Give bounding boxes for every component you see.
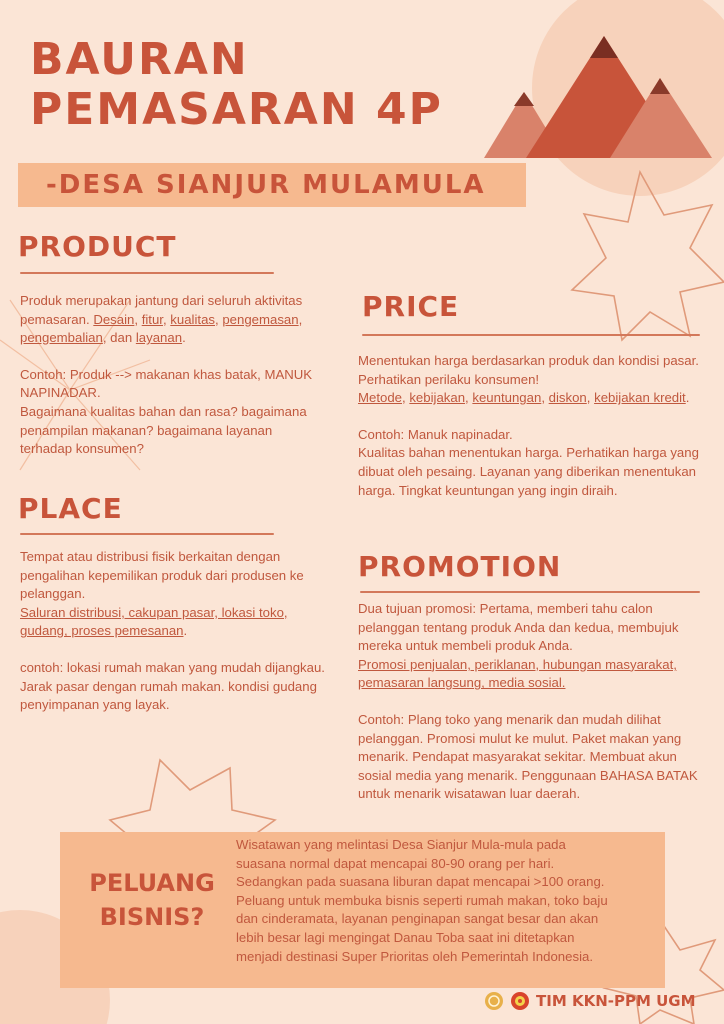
price-section — [358, 352, 703, 500]
separator: , — [162, 311, 171, 327]
title-line-2: PEMASARAN 4P — [30, 84, 443, 135]
promotion-rule — [360, 591, 700, 593]
price-heading: PRICE — [362, 290, 460, 323]
product-paragraph-1 — [20, 292, 320, 348]
product-text: Produk merupakan jantung dari seluruh aktivitas pemasaran. — [20, 293, 303, 327]
place-paragraph-1: Tempat atau distribusi fisik berkaitan dengan pengalihan kepemilikan produk dari produsen ke pelanggan. — [20, 549, 304, 602]
link-pengemasan: pengemasan — [222, 311, 299, 327]
peluang-heading-line-2: BISNIS? — [99, 903, 205, 931]
footer — [484, 991, 696, 1011]
separator: , — [465, 390, 473, 406]
link-kebijakan: kebijakan — [409, 390, 466, 406]
kkn-logo-icon — [510, 991, 530, 1011]
product-example: Contoh: Produk --> makanan khas batak, MANUK NAPINADAR. — [20, 366, 313, 401]
separator: . — [182, 330, 186, 346]
link-fitur: fitur — [141, 311, 163, 327]
price-rule — [362, 334, 700, 336]
link-kualitas: kualitas — [170, 311, 216, 327]
place-links: Saluran distribusi, cakupan pasar, lokasi toko, gudang, proses pemesanan — [20, 604, 288, 639]
title-line-1: BAURAN — [30, 34, 249, 85]
separator: , — [215, 311, 223, 327]
ugm-seal-icon — [484, 991, 504, 1011]
promotion-links: Promosi penjualan, periklanan, hubungan masyarakat, pemasaran langsung, media sosial. — [358, 656, 677, 691]
separator: , — [586, 390, 595, 406]
link-kebijakan-kredit: kebijakan kredit — [594, 390, 686, 406]
promotion-section — [358, 600, 713, 804]
peluang-heading — [82, 866, 222, 934]
promotion-heading: PROMOTION — [358, 550, 562, 583]
product-rule — [20, 272, 274, 274]
promotion-example: Contoh: Plang toko yang menarik dan mudah dilihat pelanggan. Promosi mulut ke mulut. Paket makan yang menarik. Pendapat masyarakat sekitar. Membuat akun sosial media yang menarik. Penggunaan BAHASA BATAK untuk menarik wisatawan luar daerah. — [358, 711, 698, 802]
link-metode: Metode — [358, 390, 402, 406]
price-links-paragraph — [358, 389, 703, 408]
product-section — [20, 292, 320, 459]
link-layanan: layanan — [135, 330, 183, 346]
place-links-paragraph — [20, 604, 335, 641]
separator: . — [183, 623, 188, 639]
separator: , dan — [102, 330, 136, 346]
separator: . — [685, 390, 690, 406]
separator: , — [298, 311, 303, 327]
link-desain: Desain — [93, 311, 135, 327]
link-keuntungan: keuntungan — [472, 390, 542, 406]
promotion-links-paragraph — [358, 656, 713, 693]
price-paragraph-1: Menentukan harga berdasarkan produk dan kondisi pasar. Perhatikan perilaku konsumen! — [358, 353, 699, 387]
star-outline-right — [572, 172, 724, 340]
place-rule — [20, 533, 274, 535]
place-heading: PLACE — [18, 492, 123, 525]
price-example: Contoh: Manuk napinadar. — [358, 426, 513, 442]
promotion-paragraph-1: Dua tujuan promosi: Pertama, memberi tahu calon pelanggan tentang produk Anda dan kedua, membujuk mereka untuk membeli produk Anda. — [358, 601, 679, 654]
product-heading: PRODUCT — [18, 230, 177, 263]
separator: , — [134, 311, 142, 327]
subtitle: -DESA SIANJUR MULAMULA — [46, 170, 486, 200]
separator: , — [402, 390, 410, 406]
team-name: TIM KKN-PPM UGM — [536, 992, 696, 1010]
peluang-text: Wisatawan yang melintasi Desa Sianjur Mula-mula pada suasana normal dapat mencapai 80-90 orang per hari. Sedangkan pada suasana liburan dapat mencapai >100 orang. Peluang untuk membuka bisnis seperti rumah makan, toko baju dan cinderamata, layanan penginapan sangat besar dan akan lebih besar lagi mengingat Danau Toba saat ini ditetapkan menjadi destinasi Super Prioritas oleh Pemerintah Indonesia. — [236, 837, 608, 964]
peluang-heading-line-1: PELUANG — [89, 869, 215, 897]
place-example: contoh: lokasi rumah makan yang mudah dijangkau. Jarak pasar dengan rumah makan. kondisi gudang penyimpanan yang layak. — [20, 659, 325, 713]
link-pengembalian: pengembalian — [20, 330, 103, 346]
price-explanation: Kualitas bahan menentukan harga. Perhatikan harga yang dibuat oleh pesaing. Layanan yang diberikan menentukan harga. Tingkat keuntungan yang ingin diraih. — [358, 445, 699, 498]
link-diskon: diskon — [548, 390, 587, 406]
separator: , — [541, 390, 549, 406]
product-questions: Bagaimana kualitas bahan dan rasa? bagaimana penampilan makanan? bagaimana layanan terhadap konsumen? — [20, 403, 307, 457]
place-section — [20, 548, 335, 715]
